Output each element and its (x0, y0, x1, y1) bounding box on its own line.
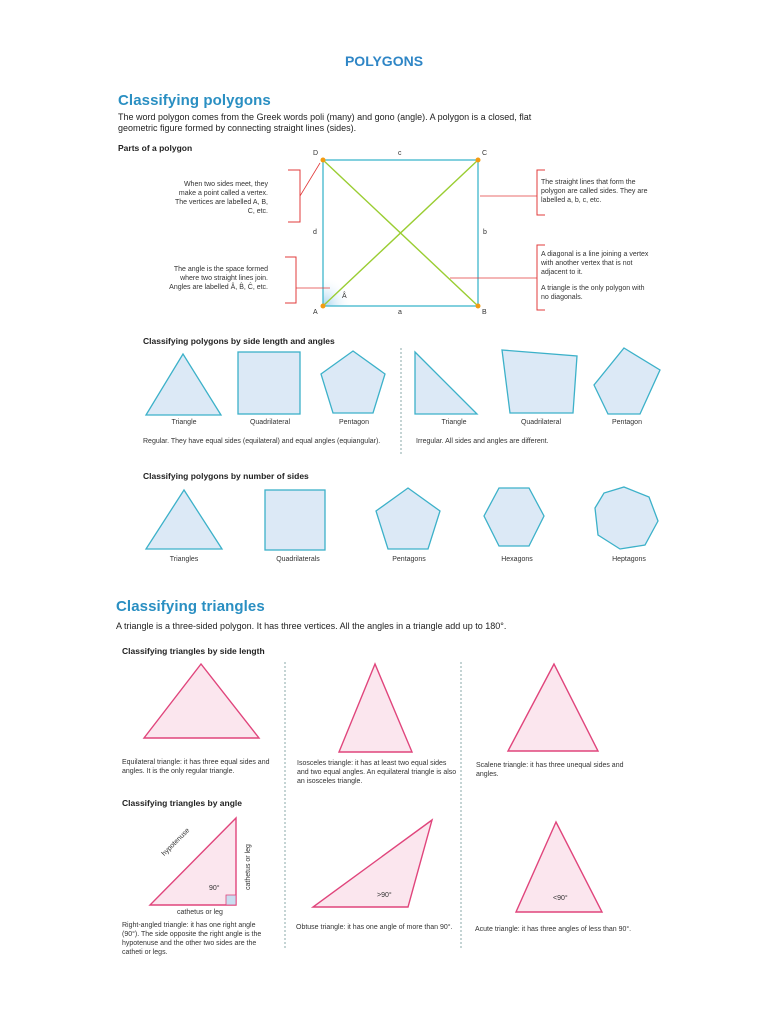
scalene-text: Scalene triangle: it has three unequal sides and angles. (476, 762, 624, 778)
number-label: Hexagons (501, 556, 533, 563)
hypotenuse-label: hypotenuse (160, 827, 192, 858)
irregular-note: Irregular. All sides and angles are different. (416, 438, 549, 445)
equilateral-triangle (144, 664, 259, 738)
vertex-label-b: B (482, 309, 487, 316)
obtuse-angle-label: >90° (377, 892, 392, 899)
side-label-a: a (398, 309, 402, 316)
callout-vertex: When two sides meet, they make a point called a vertex. The vertices are labelled A, B, C, etc. (175, 181, 268, 215)
number-label: Pentagons (392, 556, 426, 563)
polygons-intro: The word polygon comes from the Greek words poli (many) and gono (angle). A polygon is a closed, flat geometric figure formed by connecting straight lines (sides). (118, 112, 532, 133)
irregular-label: Pentagon (612, 419, 642, 426)
regular-note: Regular. They have equal sides (equilateral) and equal angles (equiangular). (143, 438, 381, 445)
angle-label: Â (342, 293, 347, 300)
isosceles-text: Isosceles triangle: it has at least two equal sides and two equal angles. An equilateral triangle is also an isosceles triangle. (297, 760, 457, 785)
scalene-triangle (508, 664, 598, 751)
cathetus-horizontal-label: cathetus or leg (177, 909, 223, 916)
callout-angle: The angle is the space formed where two straight lines join. Angles are labelled Â, B̂, Ĉ, etc. (169, 266, 268, 291)
irregular-label: Triangle (441, 419, 467, 426)
regular-label: Quadrilateral (249, 419, 291, 426)
polygons-heading: Classifying polygons (118, 92, 271, 109)
triangles-heading: Classifying triangles (116, 598, 265, 615)
by-side-title: Classifying polygons by side length and angles (143, 336, 335, 346)
vertex-label-c: C (482, 150, 488, 157)
cathetus-vertical-label: cathetus or leg (245, 844, 252, 890)
by-length-title: Classifying triangles by side length (122, 646, 265, 656)
side-label-c: c (398, 150, 402, 157)
by-number-title: Classifying polygons by number of sides (143, 471, 309, 481)
callout-sides: The straight lines that form the polygon are called sides. They are labelled a, b, c, etc. (541, 179, 648, 204)
acute-text: Acute triangle: it has three angles of less than 90°. (475, 926, 632, 933)
page-title: POLYGONS (344, 53, 424, 69)
right-angle-marker (226, 895, 236, 905)
side-label-b: b (483, 229, 487, 236)
by-angle-title: Classifying triangles by angle (122, 798, 242, 808)
isosceles-triangle (339, 664, 412, 752)
obtuse-text: Obtuse triangle: it has one angle of more than 90°. (296, 924, 453, 931)
parts-title: Parts of a polygon (118, 143, 193, 153)
vertex-label-a: A (313, 309, 318, 316)
side-label-d: d (313, 229, 317, 236)
regular-label: Triangle (171, 419, 197, 426)
number-label: Heptagons (612, 556, 646, 563)
obtuse-triangle (313, 820, 432, 907)
irregular-label: Quadrilateral (520, 419, 562, 426)
right-angle-label: 90° (209, 885, 220, 892)
right-text: Right-angled triangle: it has one right angle (90°). The side opposite the right angle is the hypotenuse and the other two sides are the catheti or legs. (122, 922, 262, 956)
triangles-intro: A triangle is a three-sided polygon. It has three vertices. All the angles in a triangle add up to 180°. (116, 621, 507, 631)
equilateral-text: Equilateral triangle: it has three equal sides and angles. It is the only regular triangle. (122, 759, 270, 775)
number-label: Triangles (169, 556, 199, 563)
callout-triangle-note: A triangle is the only polygon with no diagonals. (541, 285, 645, 301)
callout-diagonal: A diagonal is a line joining a vertex with another vertex that is not adjacent to it. (541, 251, 649, 276)
acute-angle-label: <90° (553, 895, 568, 902)
regular-label: Pentagon (339, 419, 369, 426)
right-triangle (150, 818, 236, 905)
vertex-label-d: D (313, 150, 319, 157)
number-label: Quadrilaterals (276, 556, 320, 563)
